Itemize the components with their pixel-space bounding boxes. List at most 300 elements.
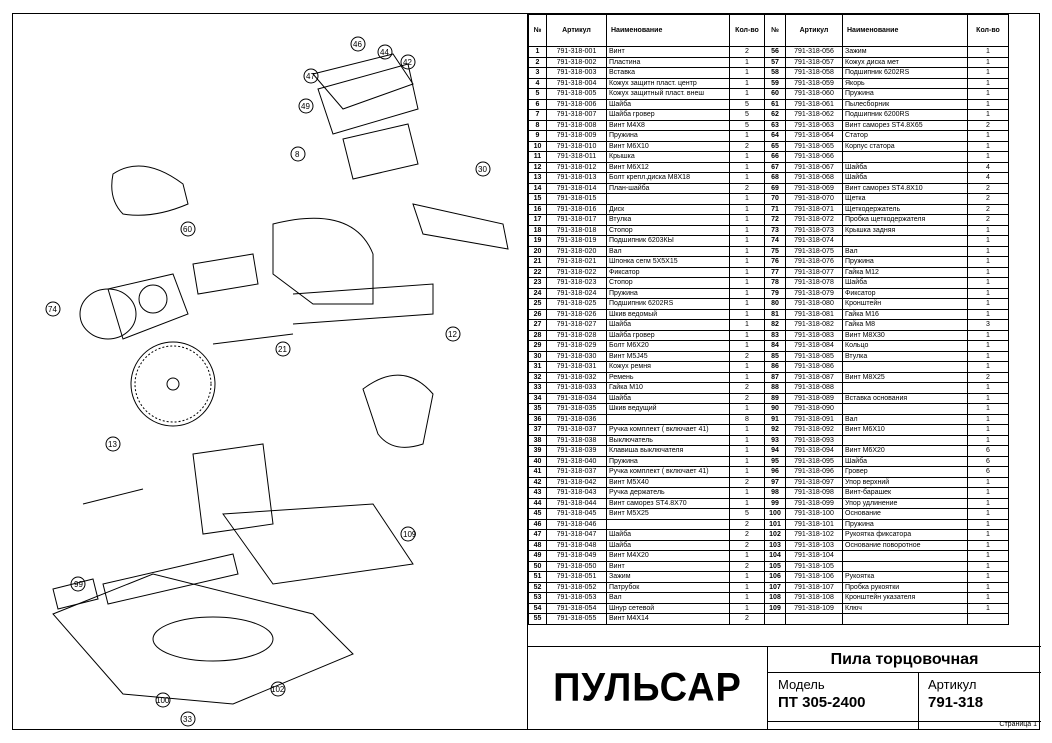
cell-right-article: 791-318-102 <box>786 530 843 541</box>
cell-left-qty: 1 <box>730 425 765 436</box>
cell-left-name: Шнур сетевой <box>607 603 730 614</box>
cell-left-article: 791-318-052 <box>547 582 607 593</box>
cell-left-name: Винт саморез ST4.8X70 <box>607 498 730 509</box>
cell-right-name: Винт M8X25 <box>843 372 968 383</box>
cell-left-num: 41 <box>529 467 547 478</box>
cell-right-article: 791-318-057 <box>786 57 843 68</box>
cell-left-qty: 1 <box>730 456 765 467</box>
cell-right-num: 89 <box>765 393 786 404</box>
cell-left-name: Втулка <box>607 215 730 226</box>
svg-text:44: 44 <box>380 48 389 57</box>
cell-left-name: Клавиша выключателя <box>607 446 730 457</box>
cell-right-num: 60 <box>765 89 786 100</box>
parts-table <box>528 14 1009 625</box>
cell-right-article: 791-318-084 <box>786 341 843 352</box>
cell-right-qty: 1 <box>968 246 1009 257</box>
cell-right-article: 791-318-093 <box>786 435 843 446</box>
cell-left-article: 791-318-028 <box>547 330 607 341</box>
cell-left-num: 23 <box>529 278 547 289</box>
cell-right-article: 791-318-080 <box>786 299 843 310</box>
cell-right-qty: 1 <box>968 509 1009 520</box>
cell-right-article: 791-318-068 <box>786 173 843 184</box>
cell-right-num: 57 <box>765 57 786 68</box>
exploded-view-drawing <box>13 14 527 729</box>
cell-right-qty: 3 <box>968 320 1009 331</box>
cell-right-num: 63 <box>765 120 786 131</box>
cell-right-article: 791-318-090 <box>786 404 843 415</box>
cell-right-name <box>843 236 968 247</box>
cell-right-num: 88 <box>765 383 786 394</box>
cell-left-name: Вставка <box>607 68 730 79</box>
svg-text:46: 46 <box>353 40 362 49</box>
cell-left-name: Ручка держатель <box>607 488 730 499</box>
table-row <box>529 78 1009 89</box>
cell-left-num: 32 <box>529 372 547 383</box>
cell-right-qty: 1 <box>968 57 1009 68</box>
cell-left-num: 5 <box>529 89 547 100</box>
cell-left-qty: 1 <box>730 498 765 509</box>
cell-right-num: 90 <box>765 404 786 415</box>
cell-right-num: 101 <box>765 519 786 530</box>
cell-left-num: 54 <box>529 603 547 614</box>
table-row <box>529 362 1009 373</box>
cell-right-name: Винт M6X10 <box>843 425 968 436</box>
cell-left-article: 791-318-013 <box>547 173 607 184</box>
cell-left-name: Винт M4X14 <box>607 614 730 625</box>
cell-right-num: 70 <box>765 194 786 205</box>
cell-right-num: 66 <box>765 152 786 163</box>
cell-right-name: Щетка <box>843 194 968 205</box>
cell-left-name: Патрубок <box>607 582 730 593</box>
svg-text:99: 99 <box>74 580 83 589</box>
cell-left-num: 21 <box>529 257 547 268</box>
cell-left-article: 791-318-004 <box>547 78 607 89</box>
model-value: ПТ 305-2400 <box>778 694 866 711</box>
cell-left-num: 35 <box>529 404 547 415</box>
model-cell <box>778 677 866 711</box>
svg-text:60: 60 <box>183 225 192 234</box>
cell-right-qty: 1 <box>968 330 1009 341</box>
cell-right-num: 91 <box>765 414 786 425</box>
cell-right-name: Гайка M12 <box>843 267 968 278</box>
cell-left-name: Винт <box>607 561 730 572</box>
cell-right-qty: 1 <box>968 351 1009 362</box>
cell-left-name: Гайка M10 <box>607 383 730 394</box>
cell-left-qty: 1 <box>730 309 765 320</box>
cell-right-article: 791-318-063 <box>786 120 843 131</box>
table-row <box>529 225 1009 236</box>
cell-left-name: Вал <box>607 593 730 604</box>
parts-list-panel <box>527 14 1040 729</box>
cell-left-num: 2 <box>529 57 547 68</box>
cell-left-article: 791-318-042 <box>547 477 607 488</box>
cell-left-qty: 1 <box>730 582 765 593</box>
cell-left-num: 10 <box>529 141 547 152</box>
cell-left-qty: 1 <box>730 225 765 236</box>
cell-left-qty: 1 <box>730 246 765 257</box>
model-label: Модель <box>778 677 825 692</box>
table-row <box>529 257 1009 268</box>
table-row <box>529 215 1009 226</box>
cell-right-num: 59 <box>765 78 786 89</box>
cell-left-name <box>607 194 730 205</box>
table-row <box>529 330 1009 341</box>
cell-left-name: Шайба <box>607 540 730 551</box>
table-row <box>529 603 1009 614</box>
cell-left-num: 26 <box>529 309 547 320</box>
cell-right-num: 106 <box>765 572 786 583</box>
cell-right-num: 62 <box>765 110 786 121</box>
table-row <box>529 519 1009 530</box>
cell-left-qty: 1 <box>730 488 765 499</box>
cell-right-qty: 1 <box>968 551 1009 562</box>
cell-right-article: 791-318-096 <box>786 467 843 478</box>
cell-left-article: 791-318-048 <box>547 540 607 551</box>
cell-right-qty: 1 <box>968 425 1009 436</box>
cell-right-name: Шайба <box>843 173 968 184</box>
cell-left-article: 791-318-027 <box>547 320 607 331</box>
cell-left-num: 14 <box>529 183 547 194</box>
cell-left-qty: 1 <box>730 372 765 383</box>
cell-left-num: 3 <box>529 68 547 79</box>
cell-left-article: 791-318-017 <box>547 215 607 226</box>
cell-right-name: Пылесборник <box>843 99 968 110</box>
cell-right-num: 98 <box>765 488 786 499</box>
cell-right-num: 82 <box>765 320 786 331</box>
cell-left-article: 791-318-039 <box>547 446 607 457</box>
table-row <box>529 372 1009 383</box>
cell-right-qty: 2 <box>968 215 1009 226</box>
cell-right-qty: 1 <box>968 519 1009 530</box>
cell-left-article: 791-318-047 <box>547 530 607 541</box>
cell-left-name: Шайба <box>607 99 730 110</box>
cell-left-num: 49 <box>529 551 547 562</box>
cell-right-num: 68 <box>765 173 786 184</box>
cell-right-num: 86 <box>765 362 786 373</box>
cell-right-article: 791-318-099 <box>786 498 843 509</box>
cell-left-num: 13 <box>529 173 547 184</box>
cell-right-name <box>843 551 968 562</box>
cell-right-article: 791-318-061 <box>786 99 843 110</box>
cell-left-qty: 2 <box>730 183 765 194</box>
cell-right-num: 80 <box>765 299 786 310</box>
cell-left-qty: 2 <box>730 383 765 394</box>
table-row <box>529 47 1009 58</box>
cell-left-article: 791-318-043 <box>547 488 607 499</box>
cell-left-qty: 1 <box>730 341 765 352</box>
cell-left-num: 16 <box>529 204 547 215</box>
cell-left-num: 4 <box>529 78 547 89</box>
cell-right-qty: 6 <box>968 456 1009 467</box>
cell-left-name: Винт M5X25 <box>607 509 730 520</box>
cell-left-qty: 2 <box>730 519 765 530</box>
cell-right-qty: 2 <box>968 372 1009 383</box>
cell-right-name: Кронштейн указателя <box>843 593 968 604</box>
cell-right-qty: 1 <box>968 572 1009 583</box>
cell-left-name: Шайба <box>607 530 730 541</box>
cell-right-article: 791-318-076 <box>786 257 843 268</box>
cell-left-article: 791-318-034 <box>547 393 607 404</box>
cell-right-num: 83 <box>765 330 786 341</box>
cell-right-qty: 1 <box>968 582 1009 593</box>
cell-right-name: Основание <box>843 509 968 520</box>
title-block <box>528 646 1041 729</box>
table-row <box>529 89 1009 100</box>
callout-labels <box>46 37 490 726</box>
cell-left-qty: 2 <box>730 47 765 58</box>
cell-right-qty: 2 <box>968 183 1009 194</box>
cell-left-article: 791-318-033 <box>547 383 607 394</box>
table-row <box>529 540 1009 551</box>
cell-right-article: 791-318-083 <box>786 330 843 341</box>
cell-left-qty: 1 <box>730 330 765 341</box>
col-header-num-2: № <box>765 15 786 47</box>
cell-left-num: 40 <box>529 456 547 467</box>
cell-left-num: 42 <box>529 477 547 488</box>
cell-left-num: 39 <box>529 446 547 457</box>
table-row <box>529 320 1009 331</box>
table-row <box>529 152 1009 163</box>
cell-left-qty: 1 <box>730 435 765 446</box>
table-row <box>529 120 1009 131</box>
cell-right-name: Фиксатор <box>843 288 968 299</box>
cell-right-qty: 1 <box>968 152 1009 163</box>
cell-right-qty: 6 <box>968 467 1009 478</box>
cell-left-num: 24 <box>529 288 547 299</box>
cell-right-qty: 1 <box>968 362 1009 373</box>
col-header-qty: Кол-во <box>730 15 765 47</box>
cell-right-name: Винт M6X20 <box>843 446 968 457</box>
cell-left-name: Кожух защитн пласт. центр <box>607 78 730 89</box>
cell-left-qty: 1 <box>730 299 765 310</box>
cell-right-article: 791-318-091 <box>786 414 843 425</box>
svg-text:100: 100 <box>156 696 170 705</box>
cell-right-qty: 1 <box>968 404 1009 415</box>
cell-right-num: 108 <box>765 593 786 604</box>
cell-right-article: 791-318-088 <box>786 383 843 394</box>
cell-right-article: 791-318-058 <box>786 68 843 79</box>
cell-right-qty: 1 <box>968 288 1009 299</box>
cell-right-name: Винт-барашек <box>843 488 968 499</box>
cell-left-qty: 1 <box>730 320 765 331</box>
cell-right-article: 791-318-087 <box>786 372 843 383</box>
cell-left-qty: 1 <box>730 194 765 205</box>
cell-left-num: 15 <box>529 194 547 205</box>
cell-right-article: 791-318-079 <box>786 288 843 299</box>
parts-table-header <box>529 15 1009 47</box>
cell-left-article: 791-318-022 <box>547 267 607 278</box>
table-row <box>529 141 1009 152</box>
cell-left-num: 47 <box>529 530 547 541</box>
table-row <box>529 488 1009 499</box>
cell-right-num: 102 <box>765 530 786 541</box>
table-row <box>529 173 1009 184</box>
cell-right-num: 67 <box>765 162 786 173</box>
cell-left-qty: 2 <box>730 351 765 362</box>
cell-left-num: 20 <box>529 246 547 257</box>
cell-right-qty: 6 <box>968 446 1009 457</box>
cell-left-article: 791-318-054 <box>547 603 607 614</box>
cell-left-article: 791-318-049 <box>547 551 607 562</box>
cell-right-num: 94 <box>765 446 786 457</box>
cell-left-qty: 1 <box>730 215 765 226</box>
cell-right-qty: 1 <box>968 498 1009 509</box>
table-row <box>529 351 1009 362</box>
cell-right-num: 74 <box>765 236 786 247</box>
cell-right-article: 791-318-070 <box>786 194 843 205</box>
cell-right-empty <box>968 614 1009 625</box>
cell-left-qty: 2 <box>730 477 765 488</box>
cell-left-name: Винт M5J45 <box>607 351 730 362</box>
svg-text:21: 21 <box>278 345 287 354</box>
cell-left-article: 791-318-002 <box>547 57 607 68</box>
cell-right-num: 73 <box>765 225 786 236</box>
cell-right-article: 791-318-104 <box>786 551 843 562</box>
table-row <box>529 572 1009 583</box>
cell-left-name: Винт M6X10 <box>607 141 730 152</box>
table-row <box>529 593 1009 604</box>
cell-right-article: 791-318-089 <box>786 393 843 404</box>
cell-left-name: Фиксатор <box>607 267 730 278</box>
cell-right-num: 76 <box>765 257 786 268</box>
cell-left-name: Стопор <box>607 278 730 289</box>
cell-left-article: 791-318-010 <box>547 141 607 152</box>
cell-right-name: Пружина <box>843 257 968 268</box>
cell-right-article: 791-318-092 <box>786 425 843 436</box>
cell-right-qty: 1 <box>968 561 1009 572</box>
cell-right-empty <box>765 614 786 625</box>
cell-left-article: 791-318-051 <box>547 572 607 583</box>
cell-right-name: Зажим <box>843 47 968 58</box>
cell-left-article: 791-318-055 <box>547 614 607 625</box>
cell-right-article: 791-318-098 <box>786 488 843 499</box>
cell-right-article: 791-318-059 <box>786 78 843 89</box>
cell-right-article: 791-318-081 <box>786 309 843 320</box>
cell-left-article: 791-318-053 <box>547 593 607 604</box>
cell-left-article: 791-318-019 <box>547 236 607 247</box>
svg-text:42: 42 <box>403 58 412 67</box>
cell-right-qty: 1 <box>968 68 1009 79</box>
cell-right-name: Корпус статора <box>843 141 968 152</box>
table-row <box>529 435 1009 446</box>
cell-right-qty: 2 <box>968 204 1009 215</box>
cell-right-article: 791-318-082 <box>786 320 843 331</box>
table-row <box>529 467 1009 478</box>
product-title: Пила торцовочная <box>768 647 1041 673</box>
cell-right-num: 71 <box>765 204 786 215</box>
cell-right-article: 791-318-060 <box>786 89 843 100</box>
cell-left-num: 30 <box>529 351 547 362</box>
cell-right-qty: 1 <box>968 603 1009 614</box>
table-row <box>529 309 1009 320</box>
cell-left-num: 22 <box>529 267 547 278</box>
cell-left-num: 55 <box>529 614 547 625</box>
table-row <box>529 299 1009 310</box>
cell-right-qty: 1 <box>968 89 1009 100</box>
cell-left-qty: 2 <box>730 141 765 152</box>
cell-right-num: 81 <box>765 309 786 320</box>
exploded-diagram-svg <box>13 14 527 729</box>
table-row <box>529 509 1009 520</box>
cell-left-name: Кожух защитный пласт. внеш <box>607 89 730 100</box>
cell-right-article: 791-318-108 <box>786 593 843 604</box>
cell-right-article: 791-318-097 <box>786 477 843 488</box>
cell-left-num: 43 <box>529 488 547 499</box>
cell-left-qty: 1 <box>730 603 765 614</box>
table-row <box>529 194 1009 205</box>
cell-right-name: Гайка M16 <box>843 309 968 320</box>
cell-right-qty: 1 <box>968 593 1009 604</box>
cell-left-name: Ручка комплект ( включает 41) <box>607 425 730 436</box>
cell-right-num: 77 <box>765 267 786 278</box>
cell-left-name: Винт M4X8 <box>607 120 730 131</box>
article-label: Артикул <box>928 677 977 692</box>
cell-left-name: Подшипник 6202RS <box>607 299 730 310</box>
cell-left-name <box>607 519 730 530</box>
cell-right-article: 791-318-071 <box>786 204 843 215</box>
cell-left-name: Винт M6X12 <box>607 162 730 173</box>
cell-left-qty: 1 <box>730 572 765 583</box>
cell-left-num: 33 <box>529 383 547 394</box>
cell-left-qty: 1 <box>730 278 765 289</box>
cell-right-article: 791-318-109 <box>786 603 843 614</box>
cell-right-qty: 1 <box>968 414 1009 425</box>
cell-right-article: 791-318-062 <box>786 110 843 121</box>
cell-left-name: Шкив ведущий <box>607 404 730 415</box>
cell-left-name: Шпонка сегм 5X5X15 <box>607 257 730 268</box>
cell-left-num: 25 <box>529 299 547 310</box>
cell-right-name: Вал <box>843 246 968 257</box>
cell-right-name: Рукоятка <box>843 572 968 583</box>
cell-right-article: 791-318-106 <box>786 572 843 583</box>
cell-right-qty: 1 <box>968 383 1009 394</box>
cell-right-qty: 1 <box>968 236 1009 247</box>
page-number: Страница 1 <box>999 721 1037 728</box>
cell-left-article: 791-318-032 <box>547 372 607 383</box>
cell-right-num: 96 <box>765 467 786 478</box>
cell-right-name: Втулка <box>843 351 968 362</box>
cell-left-num: 6 <box>529 99 547 110</box>
cell-left-article: 791-318-007 <box>547 110 607 121</box>
cell-left-num: 44 <box>529 498 547 509</box>
cell-left-num: 29 <box>529 341 547 352</box>
cell-left-article: 791-318-023 <box>547 278 607 289</box>
cell-left-qty: 8 <box>730 414 765 425</box>
table-row <box>529 551 1009 562</box>
cell-left-article: 791-318-040 <box>547 456 607 467</box>
cell-left-qty: 1 <box>730 257 765 268</box>
svg-text:8: 8 <box>295 150 300 159</box>
cell-right-article: 791-318-085 <box>786 351 843 362</box>
cell-right-article: 791-318-064 <box>786 131 843 142</box>
parts-table-body <box>529 47 1009 625</box>
svg-text:102: 102 <box>271 685 285 694</box>
cell-right-name: Шайба <box>843 162 968 173</box>
table-row <box>529 131 1009 142</box>
cell-left-qty: 1 <box>730 446 765 457</box>
cell-left-qty: 1 <box>730 288 765 299</box>
cell-right-num: 99 <box>765 498 786 509</box>
cell-right-name: Ключ <box>843 603 968 614</box>
table-row <box>529 477 1009 488</box>
cell-left-qty: 1 <box>730 467 765 478</box>
cell-left-num: 8 <box>529 120 547 131</box>
cell-right-num: 93 <box>765 435 786 446</box>
cell-left-name: Шайба гровер <box>607 110 730 121</box>
cell-left-article: 791-318-050 <box>547 561 607 572</box>
cell-left-name: Винт <box>607 47 730 58</box>
table-row <box>529 183 1009 194</box>
